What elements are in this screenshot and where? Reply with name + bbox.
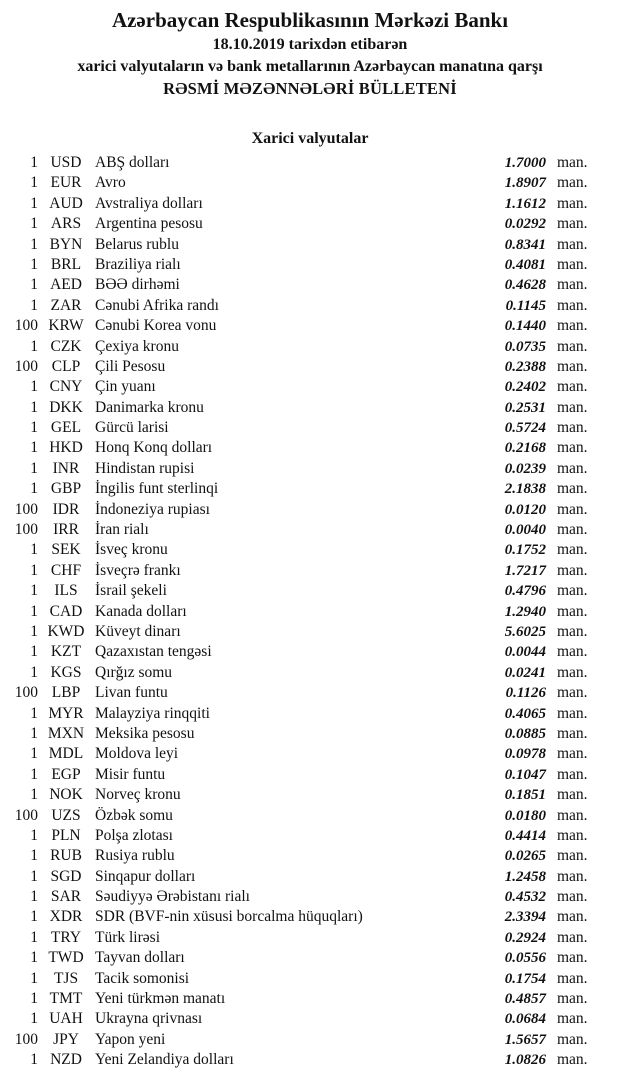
currency-code-cell: KRW	[48, 317, 84, 335]
currency-name-cell: Yapon yeni	[95, 1030, 166, 1048]
quantity-cell: 1	[30, 194, 38, 212]
currency-code-cell: GBP	[50, 480, 82, 498]
table-row	[0, 744, 597, 764]
table-row	[0, 173, 597, 193]
currency-code-cell: KWD	[47, 622, 85, 640]
unit-label-cell: man.	[557, 378, 588, 396]
rate-value-cell: 5.6025	[504, 623, 546, 640]
unit-label-cell: man.	[557, 643, 588, 661]
rate-value-cell: 1.8907	[504, 175, 546, 192]
currency-code-cell: HKD	[49, 439, 83, 457]
rate-value-cell: 0.1440	[504, 318, 546, 335]
currency-code-cell: TMT	[49, 990, 83, 1008]
table-row	[0, 337, 597, 357]
unit-label-cell: man.	[557, 1010, 588, 1028]
quantity-cell: 1	[30, 439, 38, 457]
rate-value-cell: 0.4414	[504, 827, 546, 844]
rate-value-cell: 0.1126	[505, 685, 546, 702]
quantity-cell: 1	[30, 724, 38, 742]
unit-label-cell: man.	[557, 724, 588, 742]
unit-label-cell: man.	[557, 1051, 588, 1069]
rate-value-cell: 1.5657	[504, 1031, 546, 1048]
table-row	[0, 622, 597, 642]
table-row	[0, 642, 597, 662]
quantity-cell: 1	[30, 786, 38, 804]
quantity-cell: 1	[30, 867, 38, 885]
currency-code-cell: EGP	[51, 765, 81, 783]
quantity-cell: 100	[14, 521, 38, 539]
rate-value-cell: 0.0040	[504, 522, 546, 539]
table-row	[0, 316, 597, 336]
rate-value-cell: 0.1754	[504, 970, 546, 987]
rate-value-cell: 1.7000	[504, 155, 546, 171]
table-row	[0, 1050, 597, 1070]
rate-value-cell: 0.1145	[505, 297, 546, 314]
rate-value-cell: 0.0120	[504, 501, 546, 518]
unit-label-cell: man.	[557, 276, 588, 294]
table-row	[0, 785, 597, 805]
currency-name-cell: Honq Konq dolları	[95, 439, 213, 457]
quantity-cell: 1	[30, 765, 38, 783]
unit-label-cell: man.	[557, 867, 588, 885]
rate-value-cell: 0.4081	[504, 256, 546, 273]
rate-value-cell: 0.2388	[504, 358, 546, 375]
currency-name-cell: İsrail şekeli	[95, 582, 167, 600]
quantity-cell: 1	[30, 745, 38, 763]
table-row	[0, 1009, 597, 1029]
table-row	[0, 357, 597, 377]
quantity-cell: 100	[14, 806, 38, 824]
currency-code-cell: TWD	[48, 949, 84, 967]
currency-name-cell: İsveçrə frankı	[95, 561, 181, 579]
unit-label-cell: man.	[557, 235, 588, 253]
currency-name-cell: Hindistan rupisi	[95, 459, 195, 477]
currency-code-cell: SEK	[51, 541, 81, 559]
bank-title: Azərbaycan Respublikasının Mərkəzi Bankı	[111, 8, 509, 32]
quantity-cell: 1	[30, 602, 38, 620]
currency-name-cell: Kanada dolları	[95, 602, 187, 620]
unit-label-cell: man.	[557, 337, 588, 355]
table-row	[0, 520, 597, 540]
currency-name-cell: Türk lirəsi	[95, 928, 160, 946]
currency-name-cell: Malayziya rinqqiti	[95, 704, 210, 722]
table-row	[0, 214, 597, 234]
rate-value-cell: 2.1838	[504, 481, 546, 498]
quantity-cell: 1	[30, 561, 38, 579]
quantity-cell: 1	[30, 255, 38, 273]
unit-label-cell: man.	[557, 826, 588, 844]
unit-label-cell: man.	[557, 357, 588, 375]
currency-name-cell: Yeni türkmən manatı	[95, 990, 226, 1008]
currency-name-cell: İngilis funt sterlinqi	[95, 480, 219, 498]
currency-name-cell: Meksika pesosu	[95, 724, 195, 742]
rate-value-cell: 0.5724	[504, 420, 546, 437]
currency-name-cell: Çexiya kronu	[95, 337, 179, 355]
table-row	[0, 948, 597, 968]
unit-label-cell: man.	[557, 582, 588, 600]
table-row	[0, 826, 597, 846]
rate-value-cell: 0.2168	[504, 440, 546, 457]
unit-label-cell: man.	[557, 154, 588, 171]
currency-name-cell: Çin yuanı	[95, 378, 156, 396]
currency-name-cell: Argentina pesosu	[95, 215, 203, 233]
table-row	[0, 500, 597, 520]
currency-code-cell: USD	[50, 154, 82, 171]
quantity-cell: 1	[30, 1051, 38, 1069]
unit-label-cell: man.	[557, 480, 588, 498]
rate-value-cell: 2.3394	[504, 909, 546, 926]
unit-label-cell: man.	[557, 684, 588, 702]
quantity-cell: 1	[30, 276, 38, 294]
currency-code-cell: TRY	[50, 928, 82, 946]
unit-label-cell: man.	[557, 990, 588, 1008]
unit-label-cell: man.	[557, 888, 588, 906]
unit-label-cell: man.	[557, 908, 588, 926]
rate-value-cell: 0.1851	[504, 787, 546, 804]
rate-value-cell: 0.0044	[504, 644, 546, 661]
currency-name-cell: Braziliya rialı	[95, 255, 181, 273]
quantity-cell: 1	[30, 622, 38, 640]
rate-value-cell: 0.2924	[504, 929, 546, 946]
rate-value-cell: 0.0885	[504, 725, 546, 742]
currency-code-cell: NOK	[49, 786, 83, 804]
currency-code-cell: AED	[50, 276, 82, 294]
quantity-cell: 1	[30, 643, 38, 661]
rate-value-cell: 1.2458	[504, 868, 546, 885]
currency-name-cell: Tacik somonisi	[95, 969, 190, 987]
unit-label-cell: man.	[557, 398, 588, 416]
table-row	[0, 806, 597, 826]
currency-name-cell: Cənubi Afrika randı	[95, 296, 219, 314]
quantity-cell: 100	[14, 1030, 38, 1048]
unit-label-cell: man.	[557, 622, 588, 640]
currency-code-cell: SAR	[50, 888, 82, 906]
table-row	[0, 275, 597, 295]
quantity-cell: 1	[30, 826, 38, 844]
unit-label-cell: man.	[557, 663, 588, 681]
unit-label-cell: man.	[557, 1030, 588, 1048]
currency-code-cell: AUD	[49, 194, 83, 212]
quantity-cell: 1	[30, 582, 38, 600]
rate-value-cell: 0.0684	[504, 1011, 546, 1028]
quantity-cell: 100	[14, 317, 38, 335]
currency-name-cell: Qazaxıstan tengəsi	[95, 643, 212, 661]
rate-value-cell: 0.0239	[504, 460, 546, 477]
quantity-cell: 1	[30, 928, 38, 946]
currency-code-cell: MYR	[48, 704, 84, 722]
quantity-cell: 1	[30, 398, 38, 416]
table-row	[0, 296, 597, 316]
exchange-rates-table	[0, 153, 620, 1071]
table-row	[0, 663, 597, 683]
currency-name-cell: Çili Pesosu	[95, 357, 166, 375]
quantity-cell: 1	[30, 908, 38, 926]
currency-name-cell: Cənubi Korea vonu	[95, 317, 217, 335]
currency-name-cell: Avro	[95, 174, 126, 192]
rate-value-cell: 1.0826	[504, 1052, 546, 1069]
section-title-foreign-currencies: Xarici valyutalar	[251, 130, 369, 147]
unit-label-cell: man.	[557, 847, 588, 865]
currency-code-cell: CZK	[50, 337, 82, 355]
unit-label-cell: man.	[557, 786, 588, 804]
currency-code-cell: KGS	[50, 663, 82, 681]
currency-code-cell: SGD	[50, 867, 82, 885]
rate-value-cell: 0.0292	[504, 216, 546, 233]
rate-value-cell: 1.7217	[504, 562, 546, 579]
currency-code-cell: ARS	[50, 215, 82, 233]
bulletin-title: RƏSMİ MƏZƏNNƏLƏRİ BÜLLETENİ	[163, 79, 457, 98]
unit-label-cell: man.	[557, 174, 588, 192]
table-row	[0, 683, 597, 703]
quantity-cell: 1	[30, 174, 38, 192]
unit-label-cell: man.	[557, 255, 588, 273]
table-row	[0, 438, 597, 458]
table-row	[0, 540, 597, 560]
table-row	[0, 602, 597, 622]
table-row	[0, 887, 597, 907]
table-row	[0, 969, 597, 989]
unit-label-cell: man.	[557, 439, 588, 457]
currency-code-cell: DKK	[49, 398, 83, 416]
quantity-cell: 1	[30, 663, 38, 681]
currency-code-cell: CLP	[51, 357, 81, 375]
quantity-cell: 1	[30, 704, 38, 722]
unit-label-cell: man.	[557, 317, 588, 335]
table-row	[0, 867, 597, 887]
table-row	[0, 194, 597, 214]
currency-code-cell: NZD	[50, 1051, 82, 1069]
currency-name-cell: Sinqapur dolları	[95, 867, 196, 885]
unit-label-cell: man.	[557, 194, 588, 212]
currency-code-cell: JPY	[53, 1030, 79, 1048]
unit-label-cell: man.	[557, 521, 588, 539]
rate-value-cell: 0.0978	[504, 746, 546, 763]
quantity-cell: 1	[30, 378, 38, 396]
rate-value-cell: 0.2402	[504, 379, 546, 396]
unit-label-cell: man.	[557, 541, 588, 559]
table-row	[0, 153, 597, 173]
currency-name-cell: Avstraliya dolları	[95, 194, 203, 212]
table-row	[0, 928, 597, 948]
quantity-cell: 100	[14, 357, 38, 375]
rate-value-cell: 0.4857	[504, 991, 546, 1008]
currency-code-cell: IRR	[53, 521, 79, 539]
currency-name-cell: Misir funtu	[95, 765, 166, 783]
table-row	[0, 377, 597, 397]
quantity-cell: 1	[30, 888, 38, 906]
quantity-cell: 1	[30, 1010, 38, 1028]
rate-value-cell: 0.4065	[504, 705, 546, 722]
currency-name-cell: Moldova leyi	[95, 745, 179, 763]
currency-name-cell: Gürcü larisi	[95, 419, 169, 437]
currency-code-cell: EUR	[50, 174, 82, 192]
unit-label-cell: man.	[557, 419, 588, 437]
quantity-cell: 100	[14, 500, 38, 518]
currency-code-cell: UAH	[49, 1010, 83, 1028]
quantity-cell: 1	[30, 337, 38, 355]
currency-code-cell: CAD	[49, 602, 83, 620]
unit-label-cell: man.	[557, 602, 588, 620]
table-row	[0, 418, 597, 438]
currency-name-cell: Yeni Zelandiya dolları	[95, 1051, 234, 1069]
rate-value-cell: 0.8341	[504, 236, 546, 253]
currency-code-cell: TJS	[53, 969, 79, 987]
unit-label-cell: man.	[557, 745, 588, 763]
currency-name-cell: Livan funtu	[95, 684, 168, 702]
currency-code-cell: INR	[52, 459, 80, 477]
unit-label-cell: man.	[557, 949, 588, 967]
currency-code-cell: IDR	[52, 500, 80, 518]
currency-name-cell: ABŞ dolları	[95, 154, 170, 171]
rate-value-cell: 0.0735	[504, 338, 546, 355]
currency-code-cell: LBP	[51, 684, 81, 702]
table-row	[0, 479, 597, 499]
effective-date-line: 18.10.2019 tarixdən etibarən	[212, 36, 408, 53]
currency-code-cell: ZAR	[50, 296, 82, 314]
currency-name-cell: Norveç kronu	[95, 786, 181, 804]
currency-name-cell: BƏƏ dirhəmi	[95, 276, 180, 294]
currency-code-cell: PLN	[51, 826, 81, 844]
currency-code-cell: UZS	[51, 806, 81, 824]
currency-code-cell: GEL	[50, 419, 82, 437]
table-row	[0, 724, 597, 744]
currency-name-cell: Rusiya rublu	[95, 847, 175, 865]
rate-value-cell: 1.2940	[504, 603, 546, 620]
rate-value-cell: 0.1047	[504, 766, 546, 783]
rate-value-cell: 0.4532	[504, 889, 546, 906]
table-row	[0, 989, 597, 1009]
table-row	[0, 907, 597, 927]
table-row	[0, 255, 597, 275]
quantity-cell: 1	[30, 969, 38, 987]
document-header	[0, 0, 620, 100]
currency-name-cell: Küveyt dinarı	[95, 622, 181, 640]
table-row	[0, 581, 597, 601]
rate-value-cell: 0.0265	[504, 848, 546, 865]
rate-value-cell: 0.2531	[504, 399, 546, 416]
table-row	[0, 1030, 597, 1050]
rate-value-cell: 0.4628	[504, 277, 546, 294]
currency-name-cell: SDR (BVF-nin xüsusi borcalma hüquqları)	[95, 908, 363, 926]
table-row	[0, 704, 597, 724]
currency-name-cell: Ukrayna qrivnası	[95, 1010, 203, 1028]
quantity-cell: 1	[30, 459, 38, 477]
currency-name-cell: İran rialı	[95, 521, 149, 539]
currency-code-cell: CHF	[50, 561, 82, 579]
unit-label-cell: man.	[557, 806, 588, 824]
table-row	[0, 765, 597, 785]
rate-value-cell: 1.1612	[504, 195, 546, 212]
table-row	[0, 561, 597, 581]
unit-label-cell: man.	[557, 296, 588, 314]
quantity-cell: 1	[30, 949, 38, 967]
currency-name-cell: Tayvan dolları	[95, 949, 185, 967]
quantity-cell: 1	[30, 154, 38, 171]
unit-label-cell: man.	[557, 459, 588, 477]
unit-label-cell: man.	[557, 704, 588, 722]
table-row	[0, 398, 597, 418]
table-row	[0, 459, 597, 479]
currency-code-cell: MDL	[48, 745, 84, 763]
currency-code-cell: RUB	[50, 847, 82, 865]
quantity-cell: 100	[14, 684, 38, 702]
unit-label-cell: man.	[557, 969, 588, 987]
currency-name-cell: Belarus rublu	[95, 235, 179, 253]
unit-label-cell: man.	[557, 561, 588, 579]
quantity-cell: 1	[30, 235, 38, 253]
currency-name-cell: Özbək somu	[95, 806, 173, 824]
currency-name-cell: Polşa zlotası	[95, 826, 173, 844]
unit-label-cell: man.	[557, 215, 588, 233]
rate-value-cell: 0.0241	[504, 664, 546, 681]
currency-name-cell: Danimarka kronu	[95, 398, 204, 416]
unit-label-cell: man.	[557, 765, 588, 783]
currency-code-cell: CNY	[49, 378, 83, 396]
rate-value-cell: 0.1752	[504, 542, 546, 559]
quantity-cell: 1	[30, 419, 38, 437]
currency-code-cell: BYN	[49, 235, 83, 253]
table-row	[0, 846, 597, 866]
currency-name-cell: Qırğız somu	[95, 663, 173, 681]
rate-value-cell: 0.0556	[504, 950, 546, 967]
currency-code-cell: MXN	[47, 724, 85, 742]
currency-code-cell: BRL	[50, 255, 82, 273]
quantity-cell: 1	[30, 480, 38, 498]
quantity-cell: 1	[30, 296, 38, 314]
currency-code-cell: ILS	[54, 582, 78, 600]
currency-name-cell: Səudiyyə Ərəbistanı rialı	[95, 888, 250, 906]
quantity-cell: 1	[30, 847, 38, 865]
rate-value-cell: 0.0180	[504, 807, 546, 824]
subtitle-line: xarici valyutaların və bank metallarının Azərbaycan manatına qarşı	[77, 58, 543, 75]
currency-code-cell: KZT	[50, 643, 82, 661]
quantity-cell: 1	[30, 215, 38, 233]
unit-label-cell: man.	[557, 500, 588, 518]
table-row	[0, 235, 597, 255]
currency-name-cell: İsveç kronu	[95, 541, 168, 559]
quantity-cell: 1	[30, 990, 38, 1008]
currency-code-cell: XDR	[49, 908, 83, 926]
currency-name-cell: İndoneziya rupiası	[95, 500, 210, 518]
quantity-cell: 1	[30, 541, 38, 559]
rate-value-cell: 0.4796	[504, 583, 546, 600]
unit-label-cell: man.	[557, 928, 588, 946]
